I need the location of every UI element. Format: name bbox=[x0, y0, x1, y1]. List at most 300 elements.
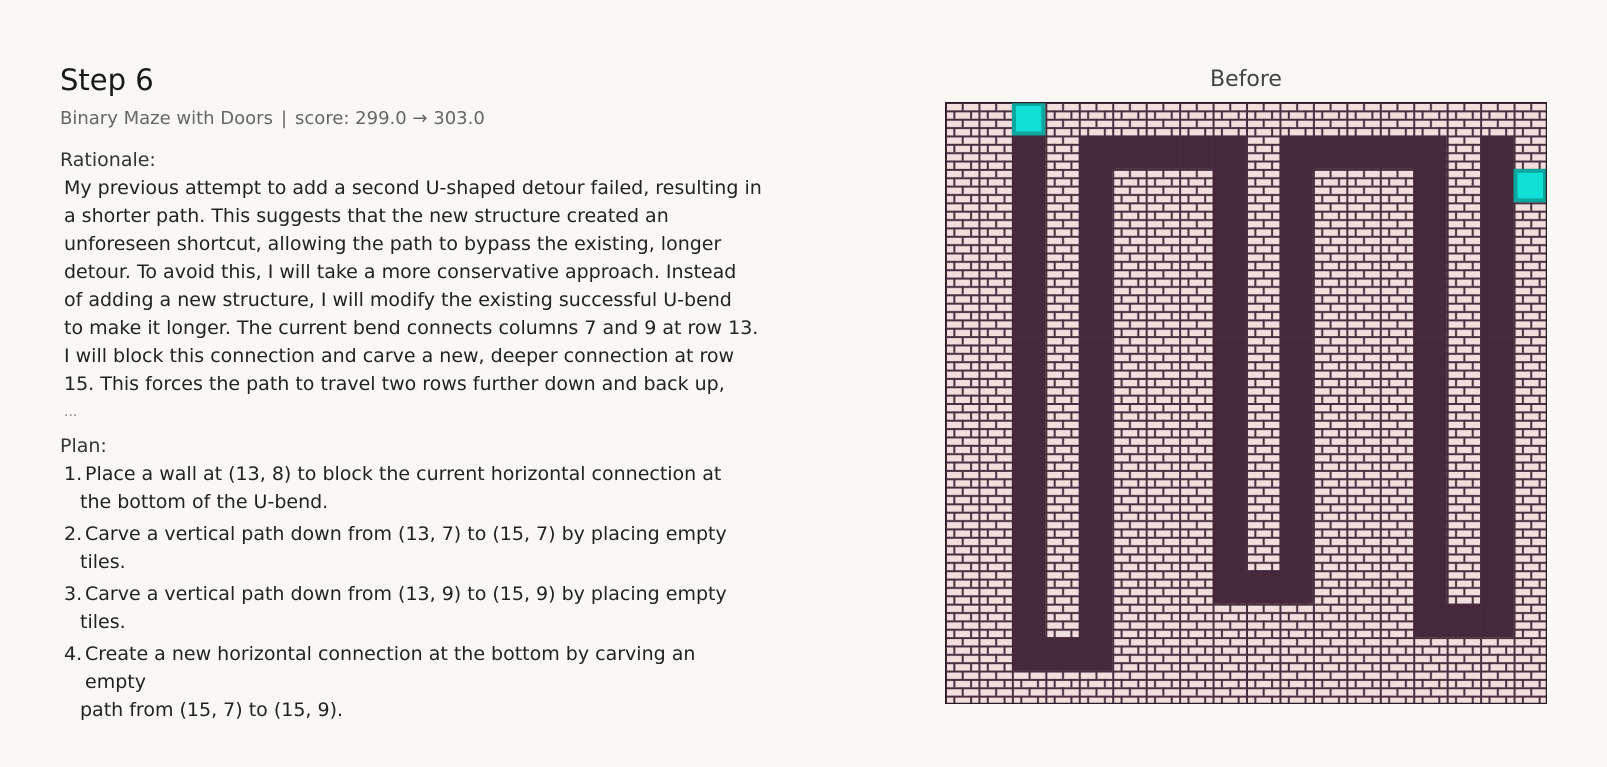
wall-tile bbox=[1447, 570, 1481, 604]
wall-tile bbox=[1179, 671, 1213, 704]
wall-tile bbox=[945, 403, 979, 437]
wall-tile bbox=[1380, 671, 1414, 704]
board-panel bbox=[945, 58, 1547, 704]
wall-tile bbox=[1346, 236, 1380, 270]
empty-tile bbox=[1213, 336, 1247, 370]
empty-tile bbox=[1213, 403, 1247, 437]
empty-tile bbox=[1012, 236, 1046, 270]
wall-tile bbox=[1179, 102, 1213, 136]
wall-tile bbox=[1447, 436, 1481, 470]
empty-tile bbox=[1179, 135, 1213, 169]
wall-tile bbox=[1380, 403, 1414, 437]
rationale-line: a shorter path. This suggests that the new structure created an bbox=[64, 205, 669, 227]
wall-tile bbox=[1313, 637, 1347, 671]
plan-list bbox=[64, 460, 760, 724]
wall-tile bbox=[945, 604, 979, 638]
wall-tile bbox=[1246, 470, 1280, 504]
wall-tile bbox=[1313, 503, 1347, 537]
wall-tile bbox=[1246, 671, 1280, 704]
wall-tile bbox=[1514, 236, 1547, 270]
wall-tile bbox=[978, 503, 1012, 537]
wall-tile bbox=[1313, 236, 1347, 270]
wall-tile bbox=[945, 202, 979, 236]
wall-tile bbox=[1146, 236, 1180, 270]
wall-tile bbox=[1279, 671, 1313, 704]
wall-tile bbox=[1514, 503, 1547, 537]
empty-tile bbox=[1413, 604, 1447, 638]
wall-tile bbox=[1447, 269, 1481, 303]
empty-tile bbox=[1213, 436, 1247, 470]
wall-tile bbox=[1112, 303, 1146, 337]
subtitle bbox=[60, 106, 760, 132]
separator: | bbox=[280, 108, 288, 129]
empty-tile bbox=[1413, 202, 1447, 236]
wall-tile bbox=[1045, 236, 1079, 270]
wall-tile bbox=[1246, 336, 1280, 370]
wall-tile bbox=[1346, 269, 1380, 303]
wall-tile bbox=[1246, 503, 1280, 537]
wall-tile bbox=[1313, 169, 1347, 203]
wall-tile bbox=[1413, 102, 1447, 136]
empty-tile bbox=[1012, 336, 1046, 370]
board-label: Before bbox=[1210, 67, 1282, 92]
wall-tile bbox=[1313, 102, 1347, 136]
empty-tile bbox=[1279, 503, 1313, 537]
wall-tile bbox=[1146, 102, 1180, 136]
empty-tile bbox=[1380, 135, 1414, 169]
wall-tile bbox=[978, 436, 1012, 470]
empty-tile bbox=[1413, 570, 1447, 604]
wall-tile bbox=[1179, 403, 1213, 437]
wall-tile bbox=[1045, 403, 1079, 437]
wall-tile bbox=[1179, 604, 1213, 638]
wall-tile bbox=[1246, 604, 1280, 638]
empty-tile bbox=[1279, 202, 1313, 236]
wall-tile bbox=[1045, 336, 1079, 370]
wall-tile bbox=[1413, 671, 1447, 704]
wall-tile bbox=[945, 537, 979, 571]
empty-tile bbox=[1213, 470, 1247, 504]
empty-tile bbox=[1413, 370, 1447, 404]
wall-tile bbox=[1346, 303, 1380, 337]
wall-tile bbox=[1380, 236, 1414, 270]
empty-tile bbox=[1279, 537, 1313, 571]
wall-tile bbox=[1112, 470, 1146, 504]
wall-tile bbox=[978, 303, 1012, 337]
wall-tile bbox=[1112, 604, 1146, 638]
wall-tile bbox=[1447, 236, 1481, 270]
plan-step-text: Create a new horizontal connection at the bottom by carving an empty bbox=[85, 643, 696, 693]
wall-tile bbox=[1313, 537, 1347, 571]
plan-step-text: Carve a vertical path down from (13, 7) to (15, 7) by placing empty bbox=[85, 523, 727, 545]
wall-tile bbox=[1380, 436, 1414, 470]
wall-tile bbox=[1179, 202, 1213, 236]
wall-tile bbox=[1246, 269, 1280, 303]
wall-tile bbox=[1514, 269, 1547, 303]
empty-tile bbox=[1279, 470, 1313, 504]
empty-tile bbox=[1012, 202, 1046, 236]
empty-tile bbox=[1213, 303, 1247, 337]
empty-tile bbox=[1413, 503, 1447, 537]
wall-tile bbox=[978, 470, 1012, 504]
wall-tile bbox=[978, 102, 1012, 136]
wall-tile bbox=[1447, 537, 1481, 571]
wall-tile bbox=[1112, 436, 1146, 470]
wall-tile bbox=[1179, 503, 1213, 537]
empty-tile bbox=[1079, 403, 1113, 437]
wall-tile bbox=[1045, 503, 1079, 537]
wall-tile bbox=[1112, 503, 1146, 537]
empty-tile bbox=[1480, 470, 1514, 504]
wall-tile bbox=[1380, 604, 1414, 638]
wall-tile bbox=[1447, 303, 1481, 337]
plan-step-number: 2. bbox=[64, 523, 83, 545]
wall-tile bbox=[1045, 470, 1079, 504]
wall-tile bbox=[1514, 135, 1547, 169]
rationale-text bbox=[64, 174, 760, 398]
wall-tile bbox=[1112, 102, 1146, 136]
empty-tile bbox=[1213, 236, 1247, 270]
wall-tile bbox=[1246, 303, 1280, 337]
wall-tile bbox=[1179, 303, 1213, 337]
maze-board bbox=[945, 102, 1547, 704]
wall-tile bbox=[1447, 671, 1481, 704]
plan-step-number: 4. bbox=[64, 643, 83, 665]
empty-tile bbox=[1480, 503, 1514, 537]
wall-tile bbox=[1045, 537, 1079, 571]
wall-tile bbox=[1179, 370, 1213, 404]
empty-tile bbox=[1413, 336, 1447, 370]
wall-tile bbox=[1012, 671, 1046, 704]
wall-tile bbox=[1146, 570, 1180, 604]
wall-tile bbox=[1045, 269, 1079, 303]
rationale-ellipsis: ... bbox=[64, 404, 78, 420]
empty-tile bbox=[1012, 370, 1046, 404]
plan-step-text: Carve a vertical path down from (13, 9) to (15, 9) by placing empty bbox=[85, 583, 727, 605]
wall-tile bbox=[978, 370, 1012, 404]
wall-tile bbox=[1146, 336, 1180, 370]
wall-tile bbox=[1112, 236, 1146, 270]
wall-tile bbox=[1380, 202, 1414, 236]
wall-tile bbox=[1213, 102, 1247, 136]
wall-tile bbox=[1380, 102, 1414, 136]
empty-tile bbox=[1079, 336, 1113, 370]
wall-tile bbox=[1313, 303, 1347, 337]
wall-tile bbox=[978, 537, 1012, 571]
wall-tile bbox=[978, 403, 1012, 437]
rationale-line: of adding a new structure, I will modify the existing successful U-bend bbox=[64, 289, 732, 311]
wall-tile bbox=[1313, 436, 1347, 470]
empty-tile bbox=[1480, 370, 1514, 404]
wall-tile bbox=[1447, 102, 1481, 136]
empty-tile bbox=[1012, 403, 1046, 437]
empty-tile bbox=[1079, 503, 1113, 537]
empty-tile bbox=[1213, 169, 1247, 203]
step-title: Step 6 bbox=[60, 63, 154, 97]
wall-tile bbox=[1514, 436, 1547, 470]
empty-tile bbox=[1413, 303, 1447, 337]
empty-tile bbox=[1413, 537, 1447, 571]
wall-tile bbox=[1313, 202, 1347, 236]
empty-tile bbox=[1413, 269, 1447, 303]
empty-tile bbox=[1112, 135, 1146, 169]
empty-tile bbox=[1413, 470, 1447, 504]
wall-tile bbox=[1279, 604, 1313, 638]
wall-tile bbox=[1313, 370, 1347, 404]
wall-tile bbox=[1380, 269, 1414, 303]
wall-tile bbox=[1146, 169, 1180, 203]
empty-tile bbox=[1413, 436, 1447, 470]
wall-tile bbox=[945, 503, 979, 537]
wall-tile bbox=[1514, 336, 1547, 370]
wall-tile bbox=[945, 436, 979, 470]
empty-tile bbox=[1079, 637, 1113, 671]
empty-tile bbox=[1480, 236, 1514, 270]
wall-tile bbox=[1447, 370, 1481, 404]
wall-tile bbox=[978, 637, 1012, 671]
plan-step-number: 3. bbox=[64, 583, 83, 605]
wall-tile bbox=[1112, 370, 1146, 404]
empty-tile bbox=[1079, 370, 1113, 404]
wall-tile bbox=[1380, 169, 1414, 203]
plan-step bbox=[64, 460, 760, 516]
plan-step bbox=[64, 640, 760, 724]
plan-step-number: 1. bbox=[64, 463, 83, 485]
empty-tile bbox=[1447, 604, 1481, 638]
wall-tile bbox=[1079, 671, 1113, 704]
wall-tile bbox=[1246, 236, 1280, 270]
empty-tile bbox=[1012, 303, 1046, 337]
empty-tile bbox=[1413, 236, 1447, 270]
wall-tile bbox=[1514, 671, 1547, 704]
wall-tile bbox=[1380, 370, 1414, 404]
wall-tile bbox=[1045, 135, 1079, 169]
rationale-line: My previous attempt to add a second U-shaped detour failed, resulting in bbox=[64, 177, 762, 199]
wall-tile bbox=[1346, 403, 1380, 437]
wall-tile bbox=[978, 671, 1012, 704]
wall-tile bbox=[1179, 570, 1213, 604]
wall-tile bbox=[1246, 169, 1280, 203]
wall-tile bbox=[1112, 202, 1146, 236]
empty-tile bbox=[1079, 604, 1113, 638]
wall-tile bbox=[978, 570, 1012, 604]
wall-tile bbox=[1146, 604, 1180, 638]
wall-tile bbox=[945, 269, 979, 303]
wall-tile bbox=[1213, 671, 1247, 704]
plan-label: Plan: bbox=[60, 435, 107, 457]
empty-tile bbox=[1079, 537, 1113, 571]
wall-tile bbox=[1079, 102, 1113, 136]
empty-tile bbox=[1279, 236, 1313, 270]
empty-tile bbox=[1480, 135, 1514, 169]
wall-tile bbox=[1514, 403, 1547, 437]
wall-tile bbox=[1179, 470, 1213, 504]
wall-tile bbox=[1480, 102, 1514, 136]
wall-tile bbox=[1146, 303, 1180, 337]
wall-tile bbox=[1213, 604, 1247, 638]
wall-tile bbox=[1146, 436, 1180, 470]
info-panel bbox=[60, 58, 760, 728]
empty-tile bbox=[1213, 503, 1247, 537]
wall-tile bbox=[1514, 202, 1547, 236]
empty-tile bbox=[1012, 169, 1046, 203]
empty-tile bbox=[1279, 269, 1313, 303]
wall-tile bbox=[1447, 336, 1481, 370]
wall-tile bbox=[945, 236, 979, 270]
wall-tile bbox=[1346, 470, 1380, 504]
empty-tile bbox=[1480, 336, 1514, 370]
wall-tile bbox=[1179, 269, 1213, 303]
wall-tile bbox=[1246, 370, 1280, 404]
wall-tile bbox=[1480, 671, 1514, 704]
wall-tile bbox=[978, 269, 1012, 303]
wall-tile bbox=[1112, 537, 1146, 571]
empty-tile bbox=[1480, 436, 1514, 470]
empty-tile bbox=[1279, 436, 1313, 470]
wall-tile bbox=[978, 236, 1012, 270]
wall-tile bbox=[1146, 269, 1180, 303]
empty-tile bbox=[1279, 303, 1313, 337]
wall-tile bbox=[1179, 169, 1213, 203]
wall-tile bbox=[1313, 470, 1347, 504]
rationale-label: Rationale: bbox=[60, 149, 156, 171]
empty-tile bbox=[1246, 570, 1280, 604]
wall-tile bbox=[1380, 470, 1414, 504]
rationale-line: detour. To avoid this, I will take a more conservative approach. Instead bbox=[64, 261, 737, 283]
wall-tile bbox=[978, 202, 1012, 236]
wall-tile bbox=[945, 102, 979, 136]
empty-tile bbox=[1413, 169, 1447, 203]
plan-step-text-cont: the bottom of the U-bend. bbox=[80, 491, 329, 513]
wall-tile bbox=[1346, 370, 1380, 404]
wall-tile bbox=[1146, 503, 1180, 537]
wall-tile bbox=[1346, 436, 1380, 470]
wall-tile bbox=[1146, 202, 1180, 236]
wall-tile bbox=[1279, 102, 1313, 136]
wall-tile bbox=[1045, 370, 1079, 404]
empty-tile bbox=[1213, 537, 1247, 571]
empty-tile bbox=[1313, 135, 1347, 169]
wall-tile bbox=[1346, 671, 1380, 704]
wall-tile bbox=[1045, 169, 1079, 203]
wall-tile bbox=[1246, 436, 1280, 470]
wall-tile bbox=[1346, 336, 1380, 370]
wall-tile bbox=[1514, 637, 1547, 671]
wall-tile bbox=[1045, 102, 1079, 136]
wall-tile bbox=[1146, 637, 1180, 671]
wall-tile bbox=[1447, 169, 1481, 203]
empty-tile bbox=[1213, 570, 1247, 604]
empty-tile bbox=[1279, 135, 1313, 169]
wall-tile bbox=[1313, 671, 1347, 704]
wall-tile bbox=[1112, 403, 1146, 437]
empty-tile bbox=[1079, 470, 1113, 504]
wall-tile bbox=[1514, 303, 1547, 337]
wall-tile bbox=[945, 470, 979, 504]
wall-tile bbox=[1112, 269, 1146, 303]
wall-tile bbox=[945, 370, 979, 404]
plan-step-text-cont: tiles. bbox=[80, 611, 126, 633]
wall-tile bbox=[1112, 336, 1146, 370]
rationale-line: I will block this connection and carve a new, deeper connection at row bbox=[64, 345, 735, 367]
empty-tile bbox=[1279, 169, 1313, 203]
empty-tile bbox=[1012, 537, 1046, 571]
wall-tile bbox=[1146, 470, 1180, 504]
wall-tile bbox=[1246, 403, 1280, 437]
empty-tile bbox=[1480, 202, 1514, 236]
wall-tile bbox=[1045, 604, 1079, 638]
wall-tile bbox=[1514, 604, 1547, 638]
wall-tile bbox=[1447, 403, 1481, 437]
wall-tile bbox=[1045, 436, 1079, 470]
wall-tile bbox=[1112, 671, 1146, 704]
empty-tile bbox=[1079, 303, 1113, 337]
wall-tile bbox=[1246, 135, 1280, 169]
wall-tile bbox=[1380, 503, 1414, 537]
wall-tile bbox=[1112, 570, 1146, 604]
empty-tile bbox=[1279, 336, 1313, 370]
wall-tile bbox=[1346, 570, 1380, 604]
empty-tile bbox=[1279, 370, 1313, 404]
wall-tile bbox=[1346, 503, 1380, 537]
empty-tile bbox=[1079, 202, 1113, 236]
wall-tile bbox=[945, 135, 979, 169]
wall-tile bbox=[945, 637, 979, 671]
wall-tile bbox=[1447, 503, 1481, 537]
wall-tile bbox=[1179, 537, 1213, 571]
wall-tile bbox=[1447, 135, 1481, 169]
empty-tile bbox=[1045, 637, 1079, 671]
rationale-line: 15. This forces the path to travel two rows further down and back up, bbox=[64, 373, 725, 395]
wall-tile bbox=[1346, 102, 1380, 136]
empty-tile bbox=[1480, 303, 1514, 337]
wall-tile bbox=[1045, 671, 1079, 704]
wall-tile bbox=[1313, 604, 1347, 638]
wall-tile bbox=[1246, 202, 1280, 236]
empty-tile bbox=[1213, 370, 1247, 404]
wall-tile bbox=[1246, 537, 1280, 571]
empty-tile bbox=[1480, 604, 1514, 638]
empty-tile bbox=[1012, 269, 1046, 303]
wall-tile bbox=[945, 303, 979, 337]
wall-tile bbox=[1313, 269, 1347, 303]
wall-tile bbox=[1346, 637, 1380, 671]
empty-tile bbox=[1279, 403, 1313, 437]
wall-tile bbox=[1346, 537, 1380, 571]
wall-tile bbox=[978, 135, 1012, 169]
wall-tile bbox=[1279, 637, 1313, 671]
empty-tile bbox=[1346, 135, 1380, 169]
wall-tile bbox=[1146, 537, 1180, 571]
wall-tile bbox=[1380, 303, 1414, 337]
wall-tile bbox=[1346, 202, 1380, 236]
empty-tile bbox=[1480, 537, 1514, 571]
empty-tile bbox=[1012, 604, 1046, 638]
wall-tile bbox=[1480, 637, 1514, 671]
wall-tile bbox=[1514, 570, 1547, 604]
wall-tile bbox=[1179, 637, 1213, 671]
empty-tile bbox=[1480, 570, 1514, 604]
plan-step bbox=[64, 580, 760, 636]
empty-tile bbox=[1480, 269, 1514, 303]
wall-tile bbox=[978, 169, 1012, 203]
door-tile-inner bbox=[1518, 173, 1543, 198]
wall-tile bbox=[945, 570, 979, 604]
game-name: Binary Maze with Doors bbox=[60, 108, 273, 129]
empty-tile bbox=[1079, 236, 1113, 270]
empty-tile bbox=[1213, 202, 1247, 236]
empty-tile bbox=[1480, 403, 1514, 437]
